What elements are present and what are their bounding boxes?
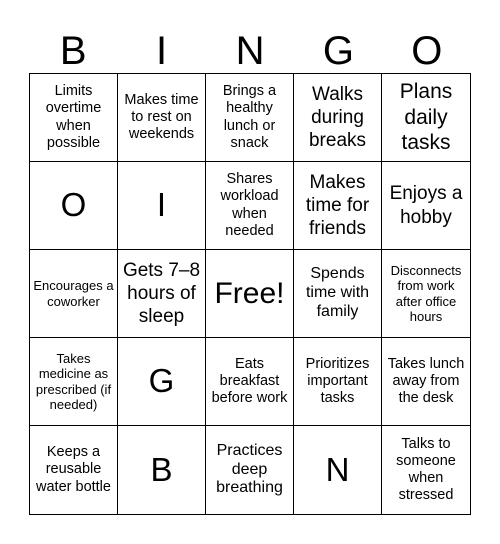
bingo-cell-r2c5[interactable]: Enjoys a hobby xyxy=(382,162,470,250)
bingo-cell-r3c2[interactable]: Gets 7–8 hours of sleep xyxy=(118,250,206,338)
bingo-grid xyxy=(29,73,471,515)
bingo-cell-r1c4[interactable]: Walks during breaks xyxy=(294,74,382,162)
bingo-cell-r5c4[interactable]: N xyxy=(294,426,382,514)
bingo-cell-r3c1[interactable]: Encourages a coworker xyxy=(30,250,118,338)
header-letter-i: I xyxy=(156,29,168,73)
bingo-cell-r5c2[interactable]: B xyxy=(118,426,206,514)
header-letter-g: G xyxy=(322,29,354,73)
bingo-cell-r3c5[interactable]: Disconnects from work after office hours xyxy=(382,250,470,338)
bingo-cell-r3c4[interactable]: Spends time with family xyxy=(294,250,382,338)
header-letter-b: B xyxy=(59,29,87,73)
bingo-cell-r1c1[interactable]: Limits overtime when possible xyxy=(30,74,118,162)
bingo-cell-r1c3[interactable]: Brings a healthy lunch or snack xyxy=(206,74,294,162)
bingo-free-space[interactable]: Free! xyxy=(206,250,294,338)
bingo-cell-r4c1[interactable]: Takes medicine as prescribed (if needed) xyxy=(30,338,118,426)
bingo-cell-r2c4[interactable]: Makes time for friends xyxy=(294,162,382,250)
bingo-cell-r5c1[interactable]: Keeps a reusable water bottle xyxy=(30,426,118,514)
bingo-cell-r4c4[interactable]: Prioritizes important tasks xyxy=(294,338,382,426)
bingo-cell-r4c2[interactable]: G xyxy=(118,338,206,426)
bingo-cell-r5c3[interactable]: Practices deep breathing xyxy=(206,426,294,514)
bingo-cell-r5c5[interactable]: Talks to someone when stressed xyxy=(396,435,456,504)
bingo-cell-r2c1[interactable]: O xyxy=(30,162,118,250)
header-letter-o: O xyxy=(411,29,443,73)
header-letter-n: N xyxy=(235,29,265,73)
bingo-header xyxy=(29,22,471,80)
bingo-cell-r4c3[interactable]: Eats breakfast before work xyxy=(206,338,294,426)
bingo-cell-r4c5[interactable]: Takes lunch away from the desk xyxy=(382,338,470,426)
bingo-cell-r2c2[interactable]: I xyxy=(118,162,206,250)
bingo-cell-r2c3[interactable]: Shares workload when needed xyxy=(206,162,294,250)
bingo-cell-r1c5[interactable]: Plans daily tasks xyxy=(382,74,470,162)
bingo-cell-r1c2[interactable]: Makes time to rest on weekends xyxy=(118,74,206,162)
